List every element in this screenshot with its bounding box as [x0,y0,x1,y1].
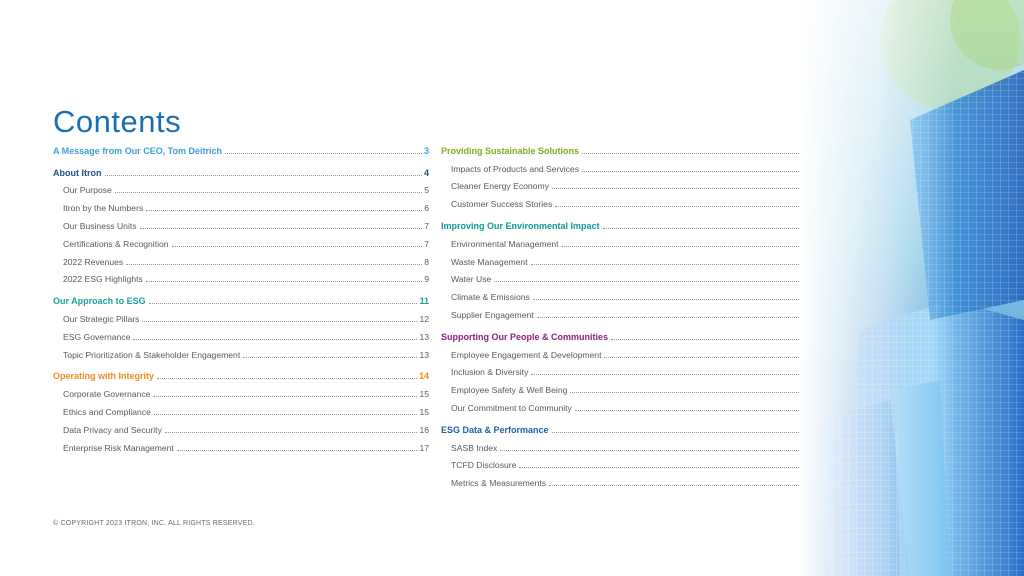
dot-leader [146,280,422,282]
toc-item-waste-management[interactable] [441,249,815,267]
toc-entry-page-number: 6 [424,203,429,214]
dot-leader [552,431,803,433]
toc-entry-page-number: 15 [419,406,429,417]
toc-section-esg-data-and-performance[interactable] [441,417,815,435]
toc-entry-page-number: 5 [424,185,429,196]
toc-entry-label: Our Commitment to Community [451,402,572,413]
toc-entry-label: Data Privacy and Security [63,424,162,435]
dot-leader [146,209,422,211]
toc-entry-label: Our Business Units [63,220,137,231]
toc-entry-label: Supplier Engagement [451,309,534,320]
toc-item-tcfd-disclosure[interactable] [441,453,815,471]
dot-leader [165,431,418,433]
toc-item-customer-success-stories[interactable] [441,191,815,209]
toc-item-employee-engagement-and-development[interactable] [441,342,815,360]
toc-item-employee-safety-and-well-being[interactable] [441,377,815,395]
toc-item-our-commitment-to-community[interactable] [441,395,815,413]
toc-item-itron-by-the-numbers[interactable] [53,195,429,213]
toc-entry-page-number: 7 [424,238,429,249]
dot-leader [177,449,418,451]
toc-entry-label: Topic Prioritization & Stakeholder Engagement [63,349,241,360]
toc-item-inclusion-and-diversity[interactable] [441,360,815,378]
dot-leader [243,356,417,358]
dot-leader [537,316,804,318]
toc-item-corporate-governance[interactable] [53,381,429,399]
toc-entry-label: TCFD Disclosure [451,460,517,471]
toc-entry-label: Our Strategic Pillars [63,313,140,324]
dot-leader [105,174,422,176]
toc-entry-label: Environmental Management [451,238,559,249]
dot-leader [552,187,804,189]
toc-entry-page-number: 16 [419,424,429,435]
toc-entry-label: Customer Success Stories [451,199,553,210]
toc-entry-label: Itron by the Numbers [63,203,144,214]
toc-entry-page-number: 14 [418,371,429,382]
toc-entry-page-number: 12 [419,313,429,324]
toc-entry-label: Climate & Emissions [451,292,530,303]
dot-leader [126,263,422,265]
toc-entry-page-number: 8 [424,256,429,267]
toc-entry-label: Employee Engagement & Development [451,349,602,360]
toc-entry-label: Waste Management [451,256,528,267]
toc-item-metrics-and-measurements[interactable] [441,470,815,488]
toc-entry-label: 2022 ESG Highlights [63,274,143,285]
dot-leader [500,449,803,451]
dot-leader [570,391,803,393]
toc-item-our-strategic-pillars[interactable] [53,306,429,324]
toc-entry-label: A Message from Our CEO, Tom Deitrich [53,145,223,156]
toc-entry-label: Improving Our Environmental Impact [441,220,600,231]
dot-leader [172,245,423,247]
dot-leader [582,170,803,172]
toc-section-a-message-from-our-ceo-tom-deitrich[interactable] [53,138,429,156]
toc-section-about-itron[interactable] [53,160,429,178]
toc-right-column [441,138,815,488]
toc-item-sasb-index[interactable] [441,435,815,453]
toc-item-climate-and-emissions[interactable] [441,284,815,302]
toc-entry-page-number: 9 [424,274,429,285]
dot-leader [157,377,417,379]
dot-leader [133,338,417,340]
toc-entry-label: Our Purpose [63,185,112,196]
toc-item-enterprise-risk-management[interactable] [53,435,429,453]
toc-entry-label: 2022 Revenues [63,256,124,267]
toc-left-column [53,138,429,453]
toc-item-certifications-and-recognition[interactable] [53,231,429,249]
dot-leader [603,227,803,229]
toc-entry-label: Providing Sustainable Solutions [441,145,580,156]
dot-leader [140,227,423,229]
toc-item-impacts-of-products-and-services[interactable] [441,156,815,174]
toc-entry-label: Certifications & Recognition [63,238,169,249]
toc-entry-label: Operating with Integrity [53,371,155,382]
toc-item-2022-revenues[interactable] [53,249,429,267]
toc-entry-page-number: 11 [419,296,429,307]
toc-entry-page-number: 17 [419,442,429,453]
dot-leader [531,373,803,375]
dot-leader [153,395,417,397]
dot-leader [225,152,422,154]
toc-entry-label: ESG Data & Performance [441,424,549,435]
toc-entry-label: Metrics & Measurements [451,478,547,489]
toc-entry-label: Employee Safety & Well Being [451,385,568,396]
skyscraper-photo [800,0,1024,576]
toc-entry-page-number: 15 [419,389,429,400]
dot-leader [154,413,418,415]
dot-leader [494,280,803,282]
toc-item-topic-prioritization-and-stakeholder-engagement[interactable] [53,342,429,360]
dot-leader [604,356,803,358]
dot-leader [533,298,804,300]
toc-entry-label: Our Approach to ESG [53,296,146,307]
toc-section-our-approach-to-esg[interactable] [53,288,429,306]
dot-leader [555,205,803,207]
toc-entry-label: Inclusion & Diversity [451,367,529,378]
dot-leader [561,245,803,247]
toc-item-esg-governance[interactable] [53,324,429,342]
toc-item-environmental-management[interactable] [441,231,815,249]
dot-leader [149,302,418,304]
toc-entry-label: Water Use [451,274,492,285]
toc-entry-label: Impacts of Products and Services [451,163,580,174]
toc-entry-label: ESG Governance [63,331,131,342]
toc-entry-label: Enterprise Risk Management [63,442,174,453]
dot-leader [531,263,804,265]
copyright-notice: © COPYRIGHT 2023 ITRON, INC. ALL RIGHTS RESERVED. [53,520,255,527]
toc-item-supplier-engagement[interactable] [441,302,815,320]
dot-leader [611,338,803,340]
toc-item-cleaner-energy-economy[interactable] [441,174,815,192]
toc-section-supporting-our-people-and-communities[interactable] [441,324,815,342]
page-title: Contents [53,103,182,139]
toc-entry-label: Supporting Our People & Communities [441,331,609,342]
toc-item-data-privacy-and-security[interactable] [53,417,429,435]
toc-entry-page-number: 7 [424,220,429,231]
dot-leader [582,152,803,154]
toc-entry-label: Ethics and Compliance [63,406,151,417]
toc-entry-label: SASB Index [451,442,498,453]
toc-item-our-purpose[interactable] [53,178,429,196]
toc-entry-page-number: 4 [423,167,429,178]
toc-section-improving-our-environmental-impact[interactable] [441,213,815,231]
dot-leader [142,320,417,322]
dot-leader [519,466,803,468]
toc-item-our-business-units[interactable] [53,213,429,231]
toc-entry-label: Cleaner Energy Economy [451,181,549,192]
toc-entry-page-number: 13 [419,349,429,360]
toc-section-providing-sustainable-solutions[interactable] [441,138,815,156]
dot-leader [549,484,803,486]
toc-entry-label: Corporate Governance [63,389,151,400]
toc-entry-page-number: 13 [419,331,429,342]
dot-leader [115,191,422,193]
toc-item-ethics-and-compliance[interactable] [53,399,429,417]
toc-section-operating-with-integrity[interactable] [53,364,429,382]
toc-entry-label: About Itron [53,167,102,178]
toc-entry-page-number: 3 [423,145,429,156]
toc-item-2022-esg-highlights[interactable] [53,267,429,285]
toc-item-water-use[interactable] [441,267,815,285]
dot-leader [575,409,804,411]
